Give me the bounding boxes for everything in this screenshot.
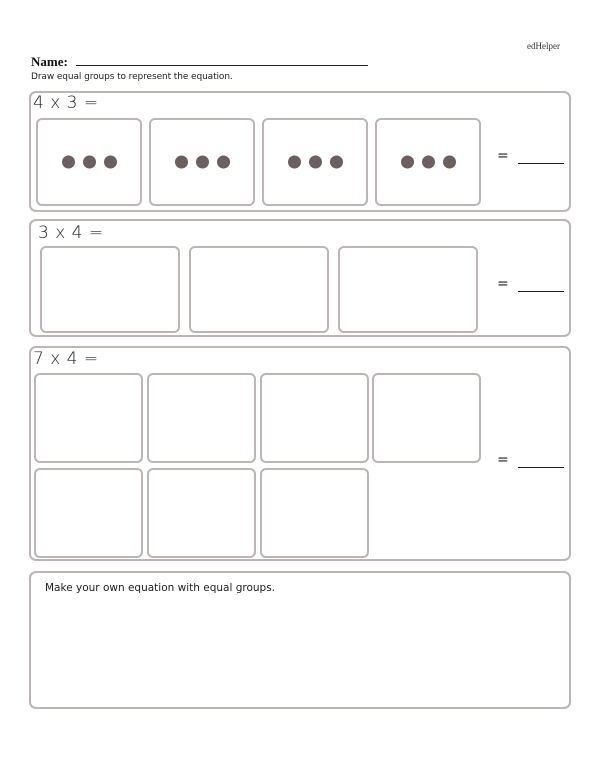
group-box[interactable] bbox=[260, 373, 369, 463]
group-box[interactable] bbox=[262, 118, 368, 206]
dot bbox=[422, 156, 435, 169]
problem-1-panel bbox=[29, 91, 571, 212]
name-label: Name: bbox=[31, 54, 68, 69]
group-box[interactable] bbox=[147, 468, 256, 558]
dot bbox=[309, 156, 322, 169]
problem-2-panel bbox=[29, 219, 571, 337]
group-box[interactable] bbox=[372, 373, 481, 463]
dot bbox=[104, 156, 117, 169]
own-equation-panel[interactable] bbox=[29, 571, 571, 709]
dot-group bbox=[151, 156, 253, 169]
own-equation-prompt: Make your own equation with equal groups. bbox=[45, 582, 276, 594]
problem-3-panel bbox=[29, 346, 571, 561]
dot bbox=[288, 156, 301, 169]
group-box[interactable] bbox=[34, 373, 143, 463]
dot bbox=[330, 156, 343, 169]
equals-sign: = bbox=[497, 148, 509, 164]
dot bbox=[196, 156, 209, 169]
problem-2-equation: 3 x 4 = bbox=[38, 223, 104, 243]
dot-group bbox=[264, 156, 366, 169]
dot bbox=[62, 156, 75, 169]
dot-group bbox=[377, 156, 479, 169]
brand-label: edHelper bbox=[527, 41, 560, 51]
answer-line[interactable] bbox=[518, 163, 564, 164]
group-box[interactable] bbox=[36, 118, 142, 206]
group-box[interactable] bbox=[338, 246, 478, 333]
group-box[interactable] bbox=[260, 468, 369, 558]
group-box[interactable] bbox=[375, 118, 481, 206]
group-box[interactable] bbox=[34, 468, 143, 558]
dot bbox=[443, 156, 456, 169]
group-box[interactable] bbox=[40, 246, 180, 333]
dot bbox=[175, 156, 188, 169]
equals-sign: = bbox=[497, 276, 509, 292]
dot bbox=[217, 156, 230, 169]
dot bbox=[401, 156, 414, 169]
problem-1-equation: 4 x 3 = bbox=[33, 93, 99, 113]
problem-3-equation: 7 x 4 = bbox=[33, 349, 99, 369]
dot bbox=[83, 156, 96, 169]
group-box[interactable] bbox=[149, 118, 255, 206]
equals-sign: = bbox=[497, 452, 509, 468]
instructions: Draw equal groups to represent the equation. bbox=[31, 72, 233, 82]
answer-line[interactable] bbox=[518, 467, 564, 468]
group-box[interactable] bbox=[189, 246, 329, 333]
group-box[interactable] bbox=[147, 373, 256, 463]
answer-line[interactable] bbox=[518, 291, 564, 292]
dot-group bbox=[38, 156, 140, 169]
name-input-line[interactable] bbox=[76, 65, 368, 66]
